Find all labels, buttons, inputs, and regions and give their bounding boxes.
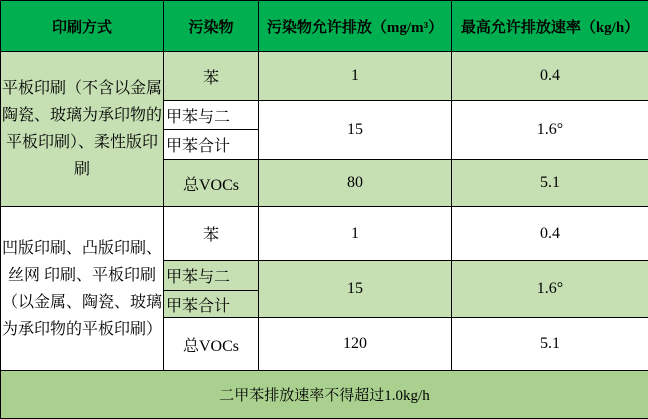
rate-vocs-g1: 5.1 xyxy=(452,160,648,207)
pollutant-vocs-g1: 总VOCs xyxy=(164,160,259,207)
table-row xyxy=(1,207,648,261)
emission-toluene-g1: 15 xyxy=(259,101,452,160)
pollutant-vocs-g2: 总VOCs xyxy=(164,318,259,371)
rate-toluene-g1: 1.6° xyxy=(452,101,648,160)
emission-vocs-g2: 120 xyxy=(259,318,452,371)
method-cell-group1: 平板印刷（不含以金属陶瓷、玻璃为承印物的平板印刷）、柔性版印刷 xyxy=(1,52,164,207)
method-cell-group2: 凹版印刷、凸版印刷、丝网 印刷、平板印刷（以金属、陶瓷、玻璃为承印物的平板印刷） xyxy=(1,207,164,371)
pollutant-benzene-g2: 苯 xyxy=(164,207,259,261)
rate-vocs-g2: 5.1 xyxy=(452,318,648,371)
rate-benzene-g2: 0.4 xyxy=(452,207,648,261)
header-printing-method: 印刷方式 xyxy=(1,1,164,52)
header-allowed-emission: 污染物允许排放（mg/m³） xyxy=(259,1,452,52)
rate-benzene-g1: 0.4 xyxy=(452,52,648,101)
rate-toluene-g2: 1.6° xyxy=(452,261,648,318)
table-header-row xyxy=(1,1,648,52)
pollutant-toluene-line1-g2: 甲苯与二 xyxy=(164,261,259,291)
emission-vocs-g1: 80 xyxy=(259,160,452,207)
footer-note: 二甲苯排放速率不得超过1.0kg/h xyxy=(1,371,648,419)
pollutant-toluene-line1-g1: 甲苯与二 xyxy=(164,101,259,130)
emission-benzene-g1: 1 xyxy=(259,52,452,101)
emission-benzene-g2: 1 xyxy=(259,207,452,261)
table-footer-row xyxy=(1,371,648,419)
pollutant-toluene-line2-g2: 甲苯合计 xyxy=(164,291,259,318)
header-pollutant: 污染物 xyxy=(164,1,259,52)
header-max-emission-rate: 最高允许排放速率（kg/h） xyxy=(452,1,648,52)
pollutant-toluene-line2-g1: 甲苯合计 xyxy=(164,130,259,160)
table-row xyxy=(1,52,648,101)
emission-toluene-g2: 15 xyxy=(259,261,452,318)
pollutant-benzene-g1: 苯 xyxy=(164,52,259,101)
